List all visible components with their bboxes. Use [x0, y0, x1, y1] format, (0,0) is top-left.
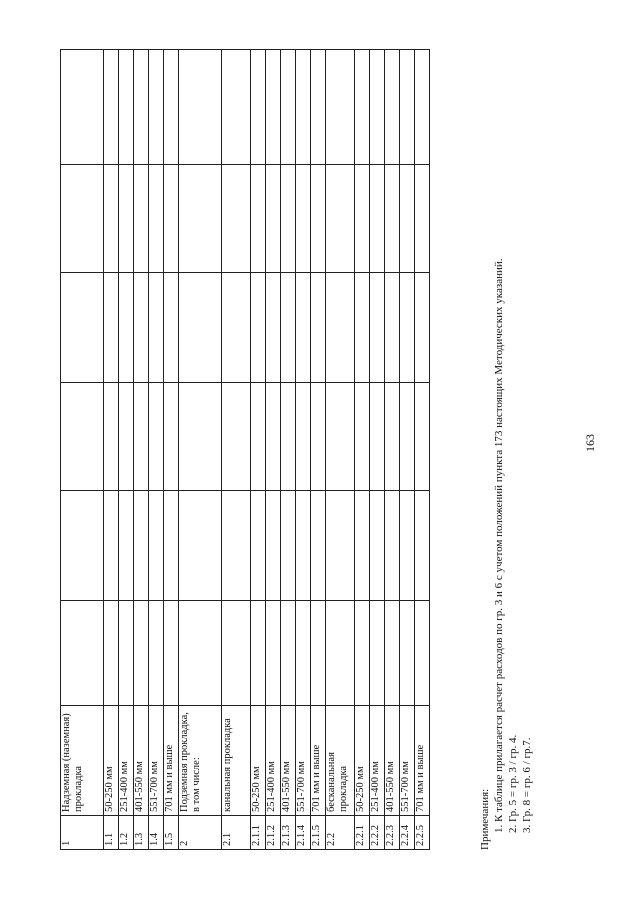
empty-cell — [179, 50, 222, 165]
table-row — [385, 50, 400, 850]
note-item: 2. Гр. 5 = гр. 3 / гр. 4. — [506, 50, 520, 822]
empty-cell — [179, 165, 222, 273]
empty-cell — [311, 491, 326, 601]
empty-cell — [266, 491, 281, 601]
empty-cell — [149, 383, 164, 491]
table-row — [134, 50, 149, 850]
empty-cell — [400, 50, 415, 165]
row-label-cell: 50-250 мм — [251, 706, 266, 816]
empty-cell — [370, 273, 385, 383]
empty-cell — [179, 383, 222, 491]
empty-cell — [385, 491, 400, 601]
row-label-cell: 551-700 мм — [400, 706, 415, 816]
empty-cell — [326, 273, 355, 383]
empty-cell — [164, 491, 179, 601]
empty-cell — [385, 383, 400, 491]
table-row — [104, 50, 119, 850]
table-row — [164, 50, 179, 850]
empty-cell — [326, 165, 355, 273]
row-number-cell: 2.2.5 — [415, 816, 430, 850]
row-number-cell: 2.1.2 — [266, 816, 281, 850]
empty-cell — [385, 601, 400, 706]
empty-cell — [281, 383, 296, 491]
empty-cell — [179, 273, 222, 383]
row-label-cell: 401-550 мм — [281, 706, 296, 816]
empty-cell — [296, 601, 311, 706]
row-number-cell: 2.1 — [222, 816, 251, 850]
empty-cell — [222, 491, 251, 601]
empty-cell — [370, 50, 385, 165]
empty-cell — [355, 383, 370, 491]
row-label-cell: 50-250 мм — [355, 706, 370, 816]
row-label-cell: Надземная (наземная) прокладка — [61, 706, 104, 816]
empty-cell — [104, 273, 119, 383]
empty-cell — [119, 273, 134, 383]
empty-cell — [355, 50, 370, 165]
row-number-cell: 2.1.1 — [251, 816, 266, 850]
empty-cell — [266, 273, 281, 383]
empty-cell — [370, 383, 385, 491]
empty-cell — [104, 383, 119, 491]
empty-cell — [119, 491, 134, 601]
table-row — [222, 50, 251, 850]
empty-cell — [415, 273, 430, 383]
note-item: 1. К таблице прилагается расчет расходов по гр. 3 и 6 с учетом положений пункта 173 настоящих Методических указаний. — [492, 50, 506, 822]
empty-cell — [415, 50, 430, 165]
empty-cell — [311, 165, 326, 273]
empty-cell — [400, 165, 415, 273]
empty-cell — [281, 273, 296, 383]
empty-cell — [104, 50, 119, 165]
empty-cell — [415, 491, 430, 601]
empty-cell — [385, 165, 400, 273]
empty-cell — [281, 50, 296, 165]
empty-cell — [61, 165, 104, 273]
empty-cell — [251, 383, 266, 491]
empty-cell — [281, 491, 296, 601]
notes-heading: Примечания: — [479, 788, 491, 850]
table-row — [281, 50, 296, 850]
row-label-cell: 251-400 мм — [266, 706, 281, 816]
empty-cell — [149, 273, 164, 383]
note-item: 3. Гр. 8 = гр. 6 / гр.7. — [520, 50, 534, 822]
table-row — [119, 50, 134, 850]
empty-cell — [415, 383, 430, 491]
empty-cell — [61, 273, 104, 383]
empty-cell — [385, 50, 400, 165]
row-number-cell: 1.2 — [119, 816, 134, 850]
empty-cell — [296, 383, 311, 491]
empty-cell — [134, 273, 149, 383]
empty-cell — [326, 601, 355, 706]
empty-cell — [61, 601, 104, 706]
empty-cell — [251, 50, 266, 165]
empty-cell — [400, 601, 415, 706]
empty-cell — [296, 273, 311, 383]
empty-cell — [119, 50, 134, 165]
data-table — [60, 49, 430, 850]
row-label-cell: 50-250 мм — [104, 706, 119, 816]
row-number-cell: 2.1.5 — [311, 816, 326, 850]
row-label-cell: бесканальная прокладка — [326, 706, 355, 816]
table-row — [266, 50, 281, 850]
row-label-cell: 701 мм и выше — [415, 706, 430, 816]
empty-cell — [222, 165, 251, 273]
empty-cell — [134, 50, 149, 165]
empty-cell — [266, 165, 281, 273]
notes-list — [492, 50, 534, 850]
row-number-cell: 2.2.4 — [400, 816, 415, 850]
empty-cell — [164, 50, 179, 165]
table-row — [311, 50, 326, 850]
empty-cell — [222, 601, 251, 706]
empty-cell — [326, 50, 355, 165]
empty-cell — [179, 601, 222, 706]
empty-cell — [222, 383, 251, 491]
empty-cell — [104, 601, 119, 706]
empty-cell — [415, 601, 430, 706]
empty-cell — [164, 165, 179, 273]
row-number-cell: 2.1.3 — [281, 816, 296, 850]
row-label-cell: 401-550 мм — [385, 706, 400, 816]
row-number-cell: 1.1 — [104, 816, 119, 850]
empty-cell — [119, 165, 134, 273]
empty-cell — [311, 273, 326, 383]
row-number-cell: 1 — [61, 816, 104, 850]
empty-cell — [400, 383, 415, 491]
empty-cell — [149, 491, 164, 601]
empty-cell — [296, 165, 311, 273]
empty-cell — [104, 165, 119, 273]
empty-cell — [326, 491, 355, 601]
table-row — [355, 50, 370, 850]
empty-cell — [281, 165, 296, 273]
row-number-cell: 2.2 — [326, 816, 355, 850]
empty-cell — [266, 50, 281, 165]
empty-cell — [61, 491, 104, 601]
table-row — [400, 50, 415, 850]
empty-cell — [266, 383, 281, 491]
row-label-cell: канальная прокладка — [222, 706, 251, 816]
empty-cell — [311, 383, 326, 491]
row-label-cell: 551-700 мм — [149, 706, 164, 816]
table-row — [326, 50, 355, 850]
table-row — [296, 50, 311, 850]
row-number-cell: 1.4 — [149, 816, 164, 850]
empty-cell — [222, 273, 251, 383]
empty-cell — [164, 273, 179, 383]
empty-cell — [355, 601, 370, 706]
empty-cell — [222, 50, 251, 165]
empty-cell — [134, 165, 149, 273]
empty-cell — [370, 601, 385, 706]
row-number-cell: 2.2.2 — [370, 816, 385, 850]
row-number-cell: 1.5 — [164, 816, 179, 850]
empty-cell — [311, 50, 326, 165]
table-row — [149, 50, 164, 850]
empty-cell — [149, 50, 164, 165]
row-number-cell: 2.1.4 — [296, 816, 311, 850]
empty-cell — [400, 273, 415, 383]
empty-cell — [326, 383, 355, 491]
row-number-cell: 2.2.3 — [385, 816, 400, 850]
empty-cell — [61, 50, 104, 165]
table-row — [61, 50, 104, 850]
table-row — [179, 50, 222, 850]
empty-cell — [296, 491, 311, 601]
empty-cell — [179, 491, 222, 601]
row-label-cell: 251-400 мм — [370, 706, 385, 816]
row-number-cell: 2.2.1 — [355, 816, 370, 850]
empty-cell — [370, 165, 385, 273]
empty-cell — [385, 273, 400, 383]
empty-cell — [251, 601, 266, 706]
empty-cell — [415, 165, 430, 273]
empty-cell — [251, 273, 266, 383]
empty-cell — [104, 491, 119, 601]
empty-cell — [281, 601, 296, 706]
empty-cell — [355, 165, 370, 273]
empty-cell — [266, 601, 281, 706]
empty-cell — [251, 491, 266, 601]
row-label-cell: 401-550 мм — [134, 706, 149, 816]
empty-cell — [355, 273, 370, 383]
empty-cell — [370, 491, 385, 601]
row-label-cell: 701 мм и выше — [311, 706, 326, 816]
notes-section — [478, 50, 534, 850]
empty-cell — [134, 383, 149, 491]
table-row — [370, 50, 385, 850]
empty-cell — [134, 601, 149, 706]
rotated-page-content — [60, 50, 540, 850]
empty-cell — [311, 601, 326, 706]
table-row — [415, 50, 430, 850]
empty-cell — [296, 50, 311, 165]
row-number-cell: 1.3 — [134, 816, 149, 850]
empty-cell — [251, 165, 266, 273]
row-label-cell: Подземная прокладка, в том числе: — [179, 706, 222, 816]
empty-cell — [355, 491, 370, 601]
row-label-cell: 251-400 мм — [119, 706, 134, 816]
empty-cell — [400, 491, 415, 601]
empty-cell — [61, 383, 104, 491]
empty-cell — [164, 601, 179, 706]
table-row — [251, 50, 266, 850]
row-number-cell: 2 — [179, 816, 222, 850]
empty-cell — [164, 383, 179, 491]
empty-cell — [149, 165, 164, 273]
empty-cell — [119, 601, 134, 706]
row-label-cell: 701 мм и выше — [164, 706, 179, 816]
row-label-cell: 551-700 мм — [296, 706, 311, 816]
empty-cell — [149, 601, 164, 706]
page-number: 163 — [583, 434, 597, 452]
empty-cell — [119, 383, 134, 491]
empty-cell — [134, 491, 149, 601]
